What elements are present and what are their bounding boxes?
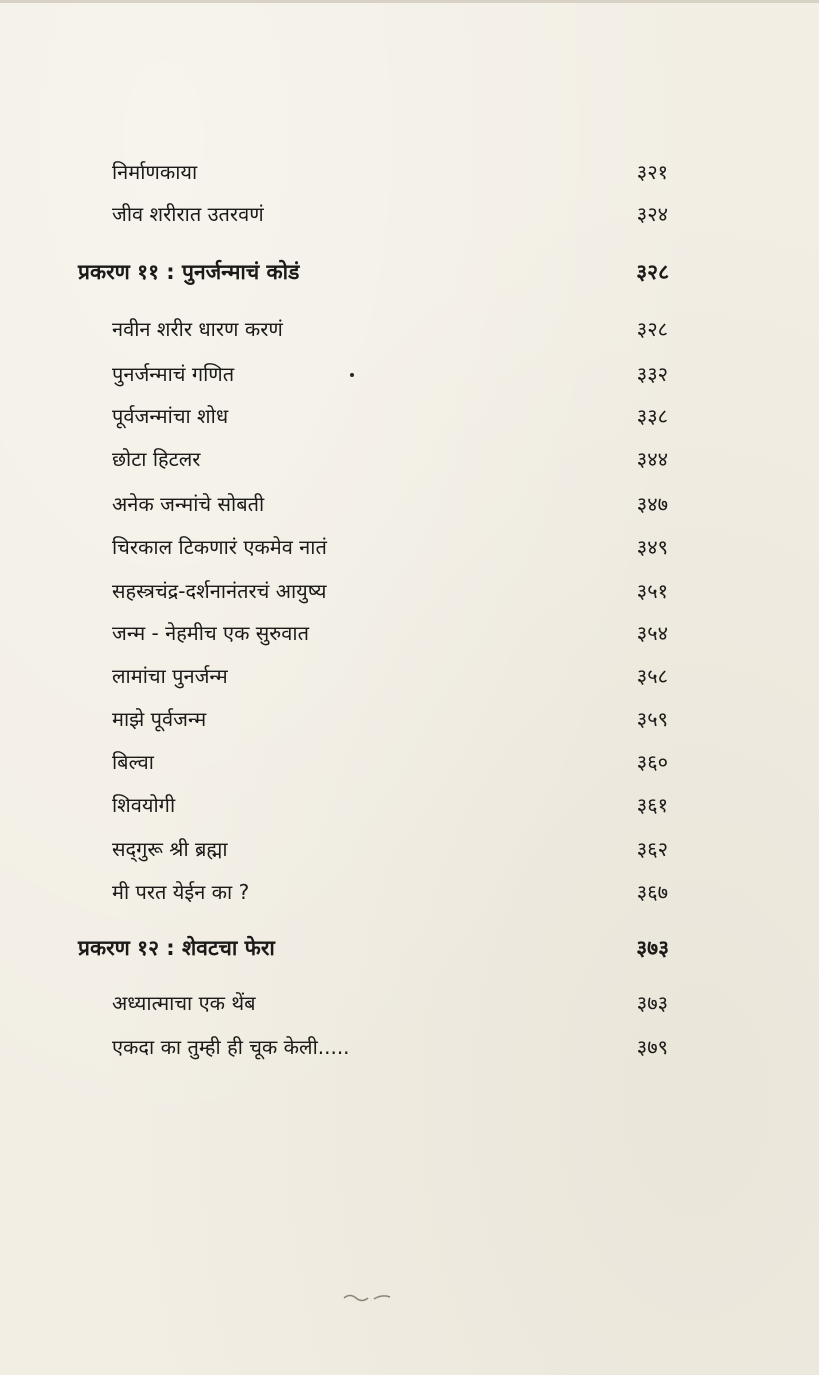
page-number: ३५१ [636, 579, 668, 603]
chapter-title: प्रकरण ११ : पुनर्जन्माचं कोडं [78, 260, 300, 284]
entry-title: चिरकाल टिकणारं एकमेव नातं [112, 535, 327, 559]
entry-title: निर्माणकाया [112, 160, 198, 184]
page-number: ३५४ [636, 621, 668, 645]
toc-entry-row [0, 527, 819, 567]
toc-entry-row [0, 872, 819, 912]
page-number: ३७३ [636, 936, 669, 960]
ink-dot [350, 373, 354, 377]
toc-entry-row [0, 829, 819, 869]
toc-entry-row [0, 396, 819, 436]
page-number: ३२८ [636, 317, 668, 341]
page-number: ३२४ [636, 202, 668, 226]
entry-title: जन्म - नेहमीच एक सुरुवात [112, 621, 309, 645]
entry-title: लामांचा पुनर्जन्म [112, 664, 228, 688]
page-number: ३३८ [636, 404, 668, 428]
toc-entry-row [0, 484, 819, 524]
toc-entry-row [0, 439, 819, 479]
page-number: ३५८ [636, 664, 668, 688]
entry-title: मी परत येईन का ? [112, 880, 250, 904]
page-number: ३४९ [636, 535, 668, 559]
page-number: ३६१ [636, 793, 668, 817]
toc-chapter-row [0, 928, 819, 968]
entry-title: माझे पूर्वजन्म [112, 707, 207, 731]
toc-entry-row [0, 699, 819, 739]
page-number: ३६२ [636, 837, 668, 861]
page-number: ३४७ [636, 492, 668, 516]
toc-entry-row [0, 571, 819, 611]
entry-title: पूर्वजन्मांचा शोध [112, 404, 229, 428]
entry-title: नवीन शरीर धारण करणं [112, 317, 283, 341]
toc-entry-row [0, 983, 819, 1023]
toc-entry-row [0, 194, 819, 234]
page-number: ३३२ [636, 362, 668, 386]
entry-title: सद्‌गुरू श्री ब्रह्मा [112, 837, 228, 861]
toc-entry-row [0, 785, 819, 825]
page-number: ३२१ [636, 160, 668, 184]
entry-title: अनेक जन्मांचे सोबती [112, 492, 265, 516]
chapter-title: प्रकरण १२ : शेवटचा फेरा [78, 936, 275, 960]
entry-title: अध्यात्माचा एक थेंब [112, 991, 256, 1015]
entry-title: शिवयोगी [112, 793, 176, 817]
entry-title: सहस्त्रचंद्र-दर्शनानंतरचं आयुष्य [112, 579, 327, 603]
page-number: ३५९ [636, 707, 668, 731]
toc-entry-row [0, 656, 819, 696]
toc-entry-row [0, 309, 819, 349]
entry-title: जीव शरीरात उतरवणं [112, 202, 264, 226]
entry-title: एकदा का तुम्ही ही चूक केली..... [112, 1035, 350, 1059]
entry-title: पुनर्जन्माचं गणित [112, 362, 235, 386]
toc-entry-row [0, 152, 819, 192]
page-number: ३४४ [636, 447, 668, 471]
toc-entry-row [0, 742, 819, 782]
entry-title: बिल्वा [112, 750, 154, 774]
page-number: ३६७ [636, 880, 668, 904]
page-number: ३६० [636, 750, 668, 774]
page-top-edge [0, 0, 819, 3]
ink-smudge-mark [340, 1290, 400, 1304]
toc-entry-row [0, 1027, 819, 1067]
page-number: ३२८ [636, 260, 669, 284]
toc-chapter-row [0, 252, 819, 292]
page-number: ३७९ [636, 1035, 668, 1059]
toc-entry-row [0, 613, 819, 653]
entry-title: छोटा हिटलर [112, 447, 201, 471]
toc-entry-row [0, 354, 819, 394]
page-number: ३७३ [636, 991, 668, 1015]
